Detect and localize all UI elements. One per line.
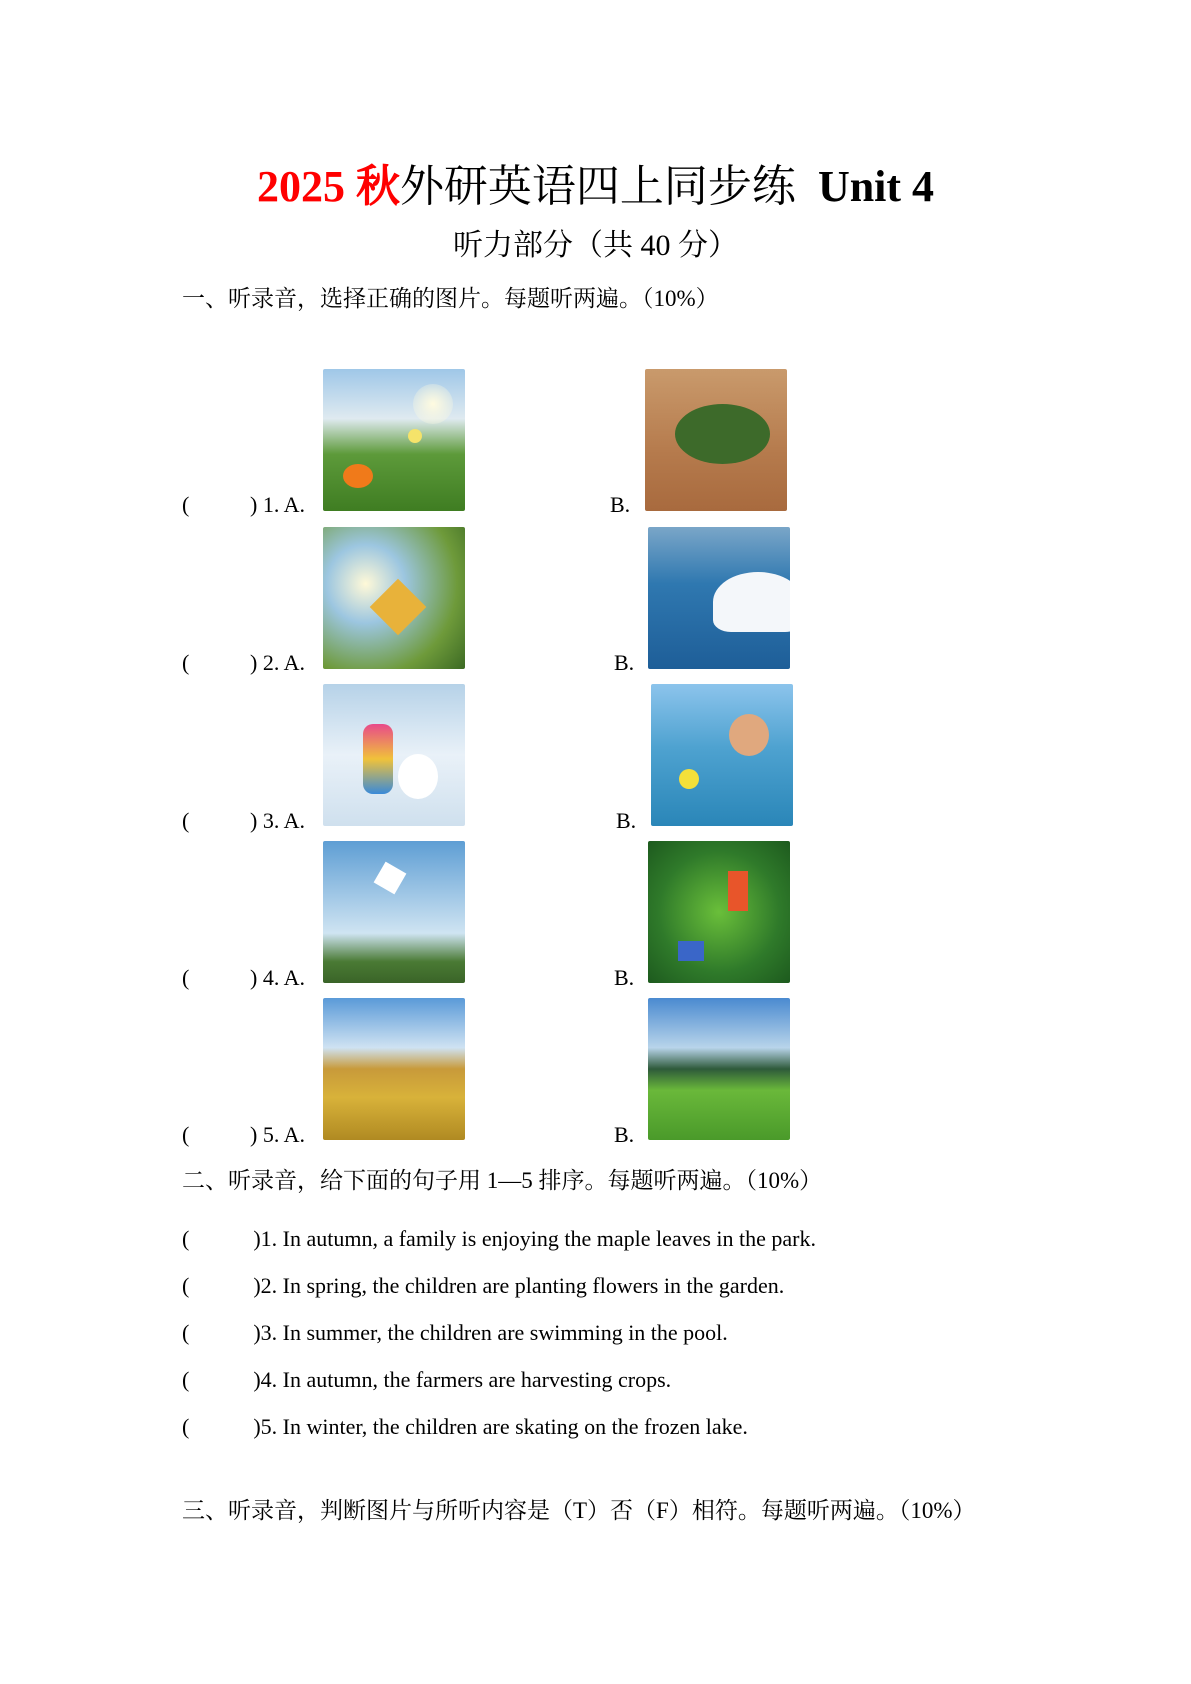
sentence-text: )4. In autumn, the farmers are harvesting crops. — [253, 1367, 672, 1392]
answer-paren: ( — [182, 1273, 190, 1298]
page-title — [0, 150, 1191, 214]
spring-flowers-image — [323, 369, 465, 511]
question-label: ) 5. A. — [250, 1122, 305, 1147]
option-b-label: B. — [614, 650, 635, 675]
question-label: ) 1. A. — [250, 492, 305, 517]
option-b-label: B. — [616, 808, 637, 833]
sentence-text: )5. In winter, the children are skating on the frozen lake. — [253, 1414, 748, 1439]
answer-paren: ( — [182, 650, 190, 675]
sentence-text: )2. In spring, the children are planting flowers in the garden. — [253, 1273, 785, 1298]
answer-paren: ( — [182, 492, 190, 517]
question-label: ) 2. A. — [250, 650, 305, 675]
kite-flying-image — [323, 841, 465, 983]
autumn-leaf-image — [323, 527, 465, 669]
orange-orchard-image — [648, 841, 790, 983]
option-b-label: B. — [614, 1122, 635, 1147]
answer-paren: ( — [182, 1414, 190, 1439]
question-label: ) 3. A. — [250, 808, 305, 833]
answer-paren: ( — [182, 965, 190, 990]
answer-paren: ( — [182, 808, 190, 833]
question-label: ) 4. A. — [250, 965, 305, 990]
wheat-field-image — [323, 998, 465, 1140]
sentence-item — [182, 1320, 728, 1346]
option-b-label: B. — [614, 965, 635, 990]
section2-heading: 二、听录音，给下面的句子用 1—5 排序。每题听两遍。（10%） — [182, 1168, 823, 1193]
section3-heading: 三、听录音，判断图片与所听内容是（T）否（F）相符。每题听两遍。（10%） — [182, 1498, 976, 1523]
sentence-item — [182, 1226, 816, 1252]
answer-paren: ( — [182, 1122, 190, 1147]
sentence-item — [182, 1414, 748, 1440]
answer-paren: ( — [182, 1320, 190, 1345]
snowman-image — [323, 684, 465, 826]
desert-tree-image — [645, 369, 787, 511]
sentence-item — [182, 1367, 671, 1393]
answer-paren: ( — [182, 1367, 190, 1392]
child-swimming-image — [651, 684, 793, 826]
subtitle: 听力部分（共 40 分） — [453, 229, 738, 262]
winter-snow-image — [648, 527, 790, 669]
green-meadow-image — [648, 998, 790, 1140]
title-main: 外研英语四上同步练 — [399, 162, 796, 211]
section1-heading: 一、听录音，选择正确的图片。每题听两遍。（10%） — [182, 286, 719, 311]
title-year: 2025 秋 — [256, 162, 400, 211]
answer-paren: ( — [182, 1226, 190, 1251]
option-b-label: B. — [610, 492, 631, 517]
title-unit: Unit 4 — [817, 162, 935, 211]
sentence-item — [182, 1273, 784, 1299]
sentence-text: )1. In autumn, a family is enjoying the maple leaves in the park. — [253, 1226, 817, 1251]
sentence-text: )3. In summer, the children are swimming in the pool. — [253, 1320, 728, 1345]
